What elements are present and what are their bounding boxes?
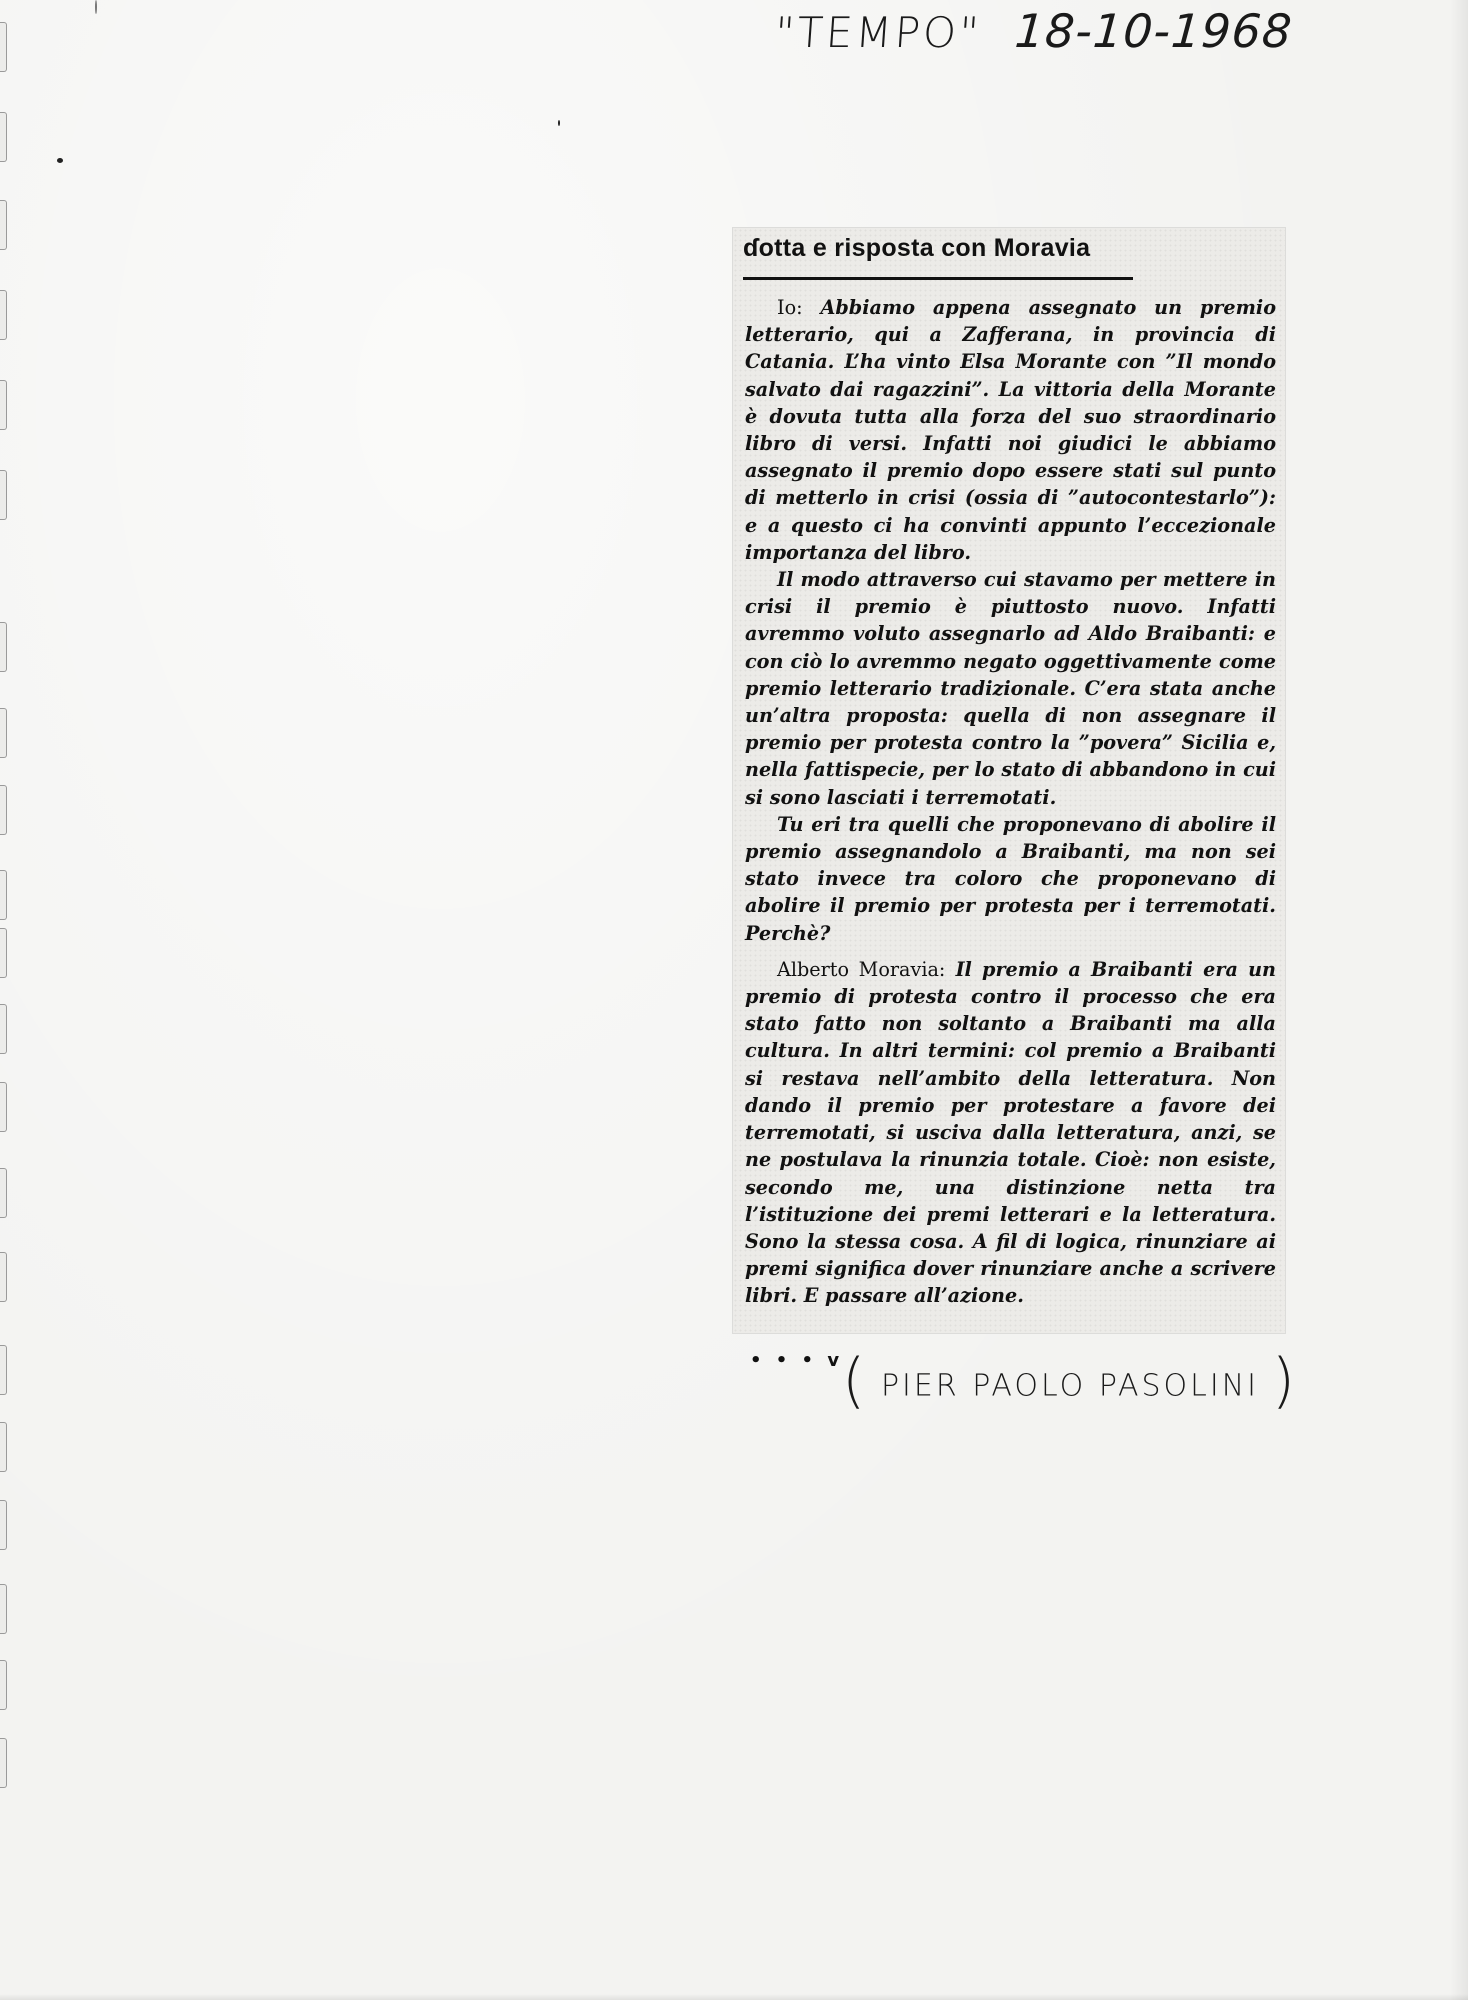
- binder-tab: [0, 112, 7, 162]
- paragraph-text: Tu eri tra quelli che proponevano di abolire il premio assegnandolo a Braibanti, ma non sei stato invece tra coloro che proponevano di abolire il premio per protesta per i terremotati. Perchè?: [745, 812, 1276, 945]
- title-rule: [743, 277, 1133, 280]
- binder-tab: [0, 1082, 7, 1132]
- paragraph-3: [745, 811, 1276, 947]
- binder-tab: [0, 1252, 7, 1302]
- binder-tab: [0, 1422, 7, 1472]
- binder-tab: [0, 380, 7, 430]
- ink-speck: [558, 120, 560, 126]
- speaker-label: Alberto Moravia:: [777, 957, 946, 981]
- newspaper-clipping: [733, 228, 1285, 1333]
- binder-tab: [0, 1345, 7, 1395]
- handwritten-marks: • • • v: [750, 1350, 844, 1371]
- binder-tab: [0, 470, 7, 520]
- binder-tab: [0, 1738, 7, 1788]
- paragraph-2: [745, 566, 1276, 811]
- handwritten-signature: [842, 1346, 1298, 1422]
- handwritten-source: "TEMPO": [773, 8, 984, 57]
- speaker-label: Io:: [777, 296, 803, 319]
- binder-tab: [0, 1168, 7, 1218]
- binder-tab: [0, 290, 7, 340]
- binder-tab: [0, 1584, 7, 1634]
- binder-tab: [0, 200, 7, 250]
- binder-tab: [0, 785, 7, 835]
- paragraph-4: [745, 956, 1276, 1310]
- binder-tab: [0, 708, 7, 758]
- binder-tab: [0, 928, 7, 978]
- binder-tab: [0, 622, 7, 672]
- binder-tab: [0, 1004, 7, 1054]
- open-paren: (: [842, 1346, 869, 1416]
- binder-tab: [0, 870, 7, 920]
- page-bottom-edge: [0, 1994, 1468, 2000]
- page-edge-shadow: [1450, 0, 1468, 2000]
- signature-author: PIER PAOLO PASOLINI: [880, 1368, 1260, 1404]
- binder-tab: [0, 22, 7, 72]
- paragraph-text: Il premio a Braibanti era un premio di protesta contro il processo che era stato fatto non soltanto a Braibanti ma alla cultura. In altri termini: col premio a Braibanti si restava nell’ambito della letteratura. Non dando il premio per protestare a favore dei terremotati, si usciva dalla letteratura, anzi, se ne postulava la rinunzia totale. Cioè: non esiste, secondo me, una distinzione netta tra l’istituzione dei premi letterari e la letteratura. Sono la stessa cosa. A fil di logica, rinunziare ai premi significa dover rinunziare anche a scrivere libri. E passare all’azione.: [745, 957, 1277, 1308]
- ink-speck: [57, 158, 63, 163]
- binder-tab: [0, 1500, 7, 1550]
- paper-mark: [95, 0, 97, 14]
- handwritten-date: 18-10-1968: [1013, 4, 1295, 58]
- clipping-body: [745, 294, 1276, 1310]
- close-paren: ): [1271, 1346, 1298, 1416]
- paragraph-1: [745, 294, 1276, 566]
- binder-tabs: [0, 0, 12, 2000]
- paragraph-text: Abbiamo appena assegnato un premio letterario, qui a Zafferana, in provincia di Catania. L’ha vinto Elsa Morante con ”Il mondo salvato dai ragazzini”. La vittoria della Morante è dovuta tutta alla forza del suo straordinario libro di versi. Infatti noi giudici le abbiamo assegnato il premio dopo essere stati sul punto di metterlo in crisi (ossia di ”autocontestarlo”): e a questo ci ha convinti appunto l’eccezionale importanza del libro.: [745, 296, 1276, 564]
- binder-tab: [0, 1660, 7, 1710]
- paragraph-text: Il modo attraverso cui stavamo per mettere in crisi il premio è piuttosto nuovo. Infatti avremmo voluto assegnarlo ad Aldo Braibanti: e con ciò lo avremmo negato oggettivamente come premio letterario tradizionale. C’era stata anche un’altra proposta: quella di non assegnare il premio per protesta contro la ”povera” Sicilia e, nella fattispecie, per lo stato di abbandono in cui si sono lasciati i terremotati.: [745, 568, 1276, 809]
- clipping-title: ɗotta e risposta con Moravia: [743, 234, 1091, 262]
